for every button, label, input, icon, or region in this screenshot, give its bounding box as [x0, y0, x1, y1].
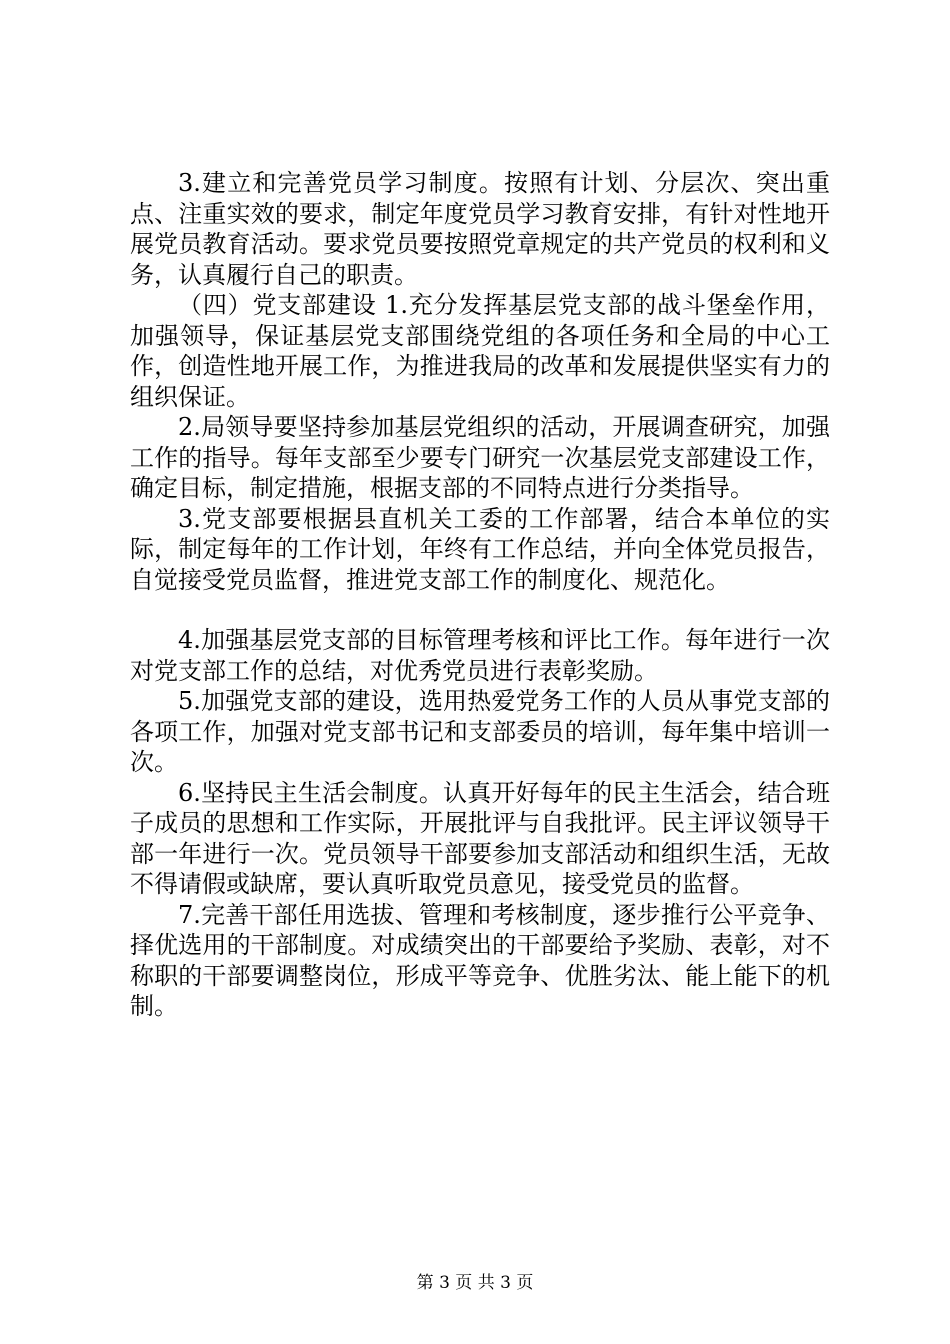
paragraph-study-system: 3.建立和完善党员学习制度。按照有计划、分层次、突出重点、注重实效的要求，制定年度党员学习教育安排，有针对性地开展党员教育活动。要求党员要按照党章规定的共产党员的权利和义务，认真履行自己的职责。 — [130, 169, 830, 289]
paragraph-work-plan: 3.党支部要根据县直机关工委的工作部署，结合本单位的实际，制定每年的工作计划，年终有工作总结，并向全体党员报告，自觉接受党员监督，推进党支部工作的制度化、规范化。 — [130, 504, 830, 594]
paragraph-target-management: 4.加强基层党支部的目标管理考核和评比工作。每年进行一次对党支部工作的总结，对优秀党员进行表彰奖励。 — [130, 626, 830, 685]
paragraph-cadre-system: 7.完善干部任用选拔、管理和考核制度，逐步推行公平竞争、择优选用的干部制度。对成绩突出的干部要给予奖励、表彰，对不称职的干部要调整岗位，形成平等竞争、优胜劣汰、能上能下的机制。 — [130, 900, 830, 1020]
paragraph-branch-building: （四）党支部建设 1.充分发挥基层党支部的战斗堡垒作用，加强领导，保证基层党支部围绕党组的各项任务和全局的中心工作，创造性地开展工作，为推进我局的改革和发展提供坚实有力的组织保证。 — [130, 291, 830, 411]
paragraph-branch-staffing: 5.加强党支部的建设，选用热爱党务工作的人员从事党支部的各项工作，加强对党支部书记和支部委员的培训，每年集中培训一次。 — [130, 687, 830, 776]
paragraph-democratic-life: 6.坚持民主生活会制度。认真开好每年的民主生活会，结合班子成员的思想和工作实际，开展批评与自我批评。民主评议领导干部一年进行一次。党员领导干部要参加支部活动和组织生活，无故不得请假或缺席，要认真听取党员意见，接受党员的监督。 — [130, 778, 830, 898]
document-body — [130, 168, 830, 1022]
paragraph-leadership-participation: 2.局领导要坚持参加基层党组织的活动，开展调查研究，加强工作的指导。每年支部至少要专门研究一次基层党支部建设工作，确定目标，制定措施，根据支部的不同特点进行分类指导。 — [130, 413, 830, 502]
page-number-footer: 第 3 页 共 3 页 — [416, 1273, 534, 1293]
